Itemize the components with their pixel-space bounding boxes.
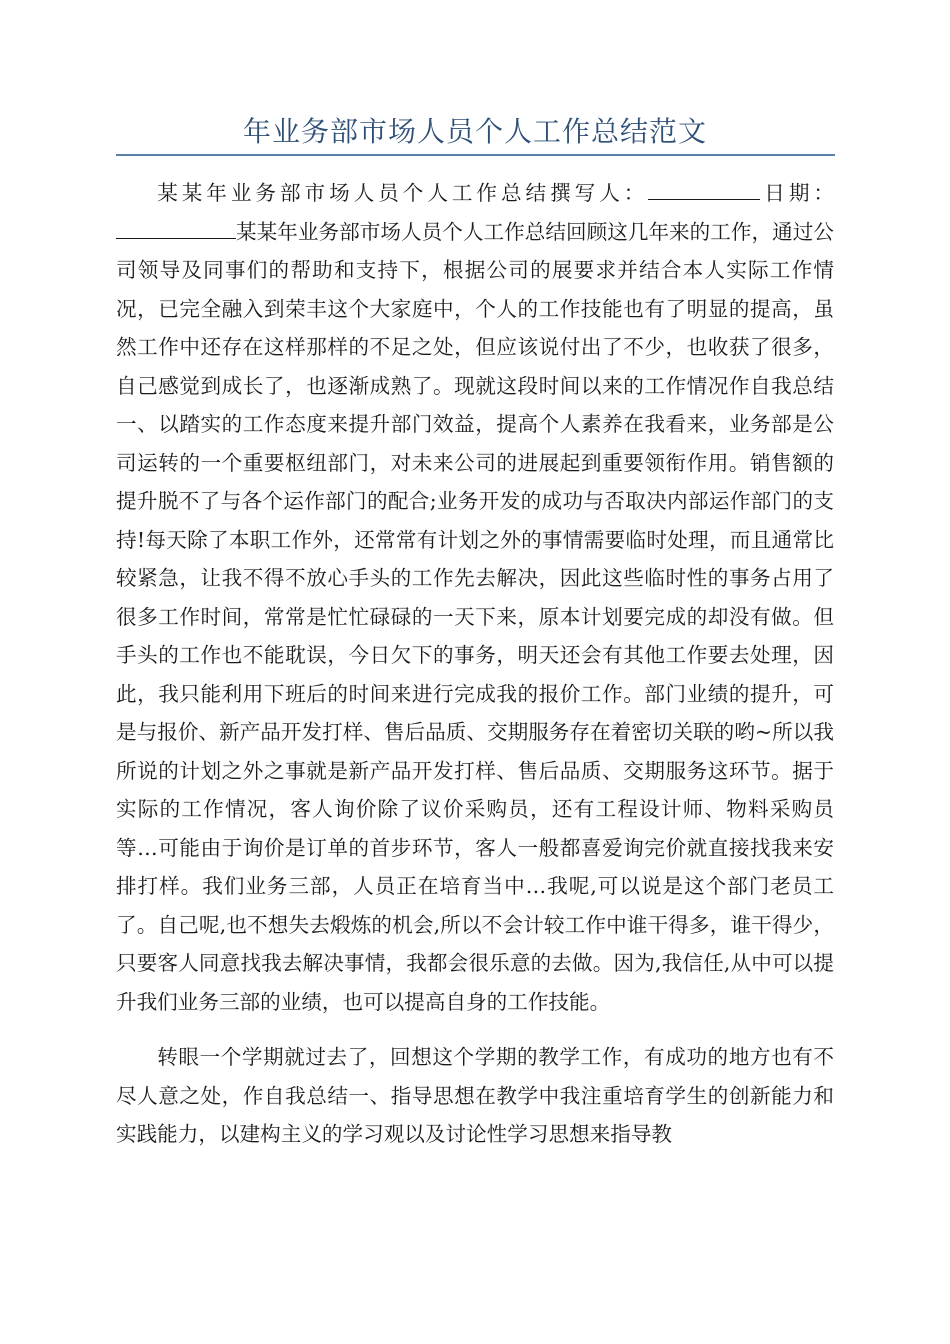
author-blank-line [648, 178, 760, 200]
paragraph-2 [116, 1038, 834, 1154]
document-body [116, 174, 834, 1154]
paragraph-2-text: 转眼一个学期就过去了，回想这个学期的教学工作，有成功的地方也有不尽人意之处，作自我总结一、指导思想在教学中我注重培育学生的创新能力和实践能力，以建构主义的学习观以及讨论性学习思想来指导教 [116, 1045, 834, 1146]
date-label: 日期： [760, 181, 834, 205]
document-title: 年业务部市场人员个人工作总结范文 [242, 115, 707, 148]
paragraph-1-lead: 某某年业务部市场人员个人工作总结撰写人： [157, 181, 649, 205]
title-underline [116, 154, 835, 156]
date-blank-line [116, 217, 236, 239]
paragraph-1-text: 某某年业务部市场人员个人工作总结回顾这几年来的工作，通过公司领导及同事们的帮助和支持下，根据公司的展要求并结合本人实际工作情况，已完全融入到荣丰这个大家庭中，个人的工作技能也有了明显的提高，虽然工作中还存在这样那样的不足之处，但应该说付出了不少，也收获了很多，自己感觉到成长了，也逐渐成熟了。现就这段时间以来的工作情况作自我总结一、以踏实的工作态度来提升部门效益，提高个人素养在我看来，业务部是公司运转的一个重要枢纽部门，对未来公司的进展起到重要领衔作用。销售额的提升脱不了与各个运作部门的配合;业务开发的成功与否取决内部运作部门的支持!每天除了本职工作外，还常常有计划之外的事情需要临时处理，而且通常比较紧急，让我不得不放心手头的工作先去解决，因此这些临时性的事务占用了很多工作时间，常常是忙忙碌碌的一天下来，原本计划要完成的却没有做。但手头的工作也不能耽误，今日欠下的事务，明天还会有其他工作要去处理，因此，我只能利用下班后的时间来进行完成我的报价工作。部门业绩的提升，可是与报价、新产品开发打样、售后品质、交期服务存在着密切关联的哟~所以我所说的计划之外之事就是新产品开发打样、售后品质、交期服务这环节。据于实际的工作情况，客人询价除了议价采购员，还有工程设计师、物料采购员等…可能由于询价是订单的首步环节，客人一般都喜爱询完价就直接找我来安排打样。我们业务三部，人员正在培育当中…我呢,可以说是这个部门老员工了。自己呢,也不想失去煅炼的机会,所以不会计较工作中谁干得多，谁干得少，只要客人同意找我去解决事情，我都会很乐意的去做。因为,我信任,从中可以提升我们业务三部的业绩，也可以提高自身的工作技能。 [116, 219, 834, 1014]
paragraph-1 [116, 174, 834, 1021]
